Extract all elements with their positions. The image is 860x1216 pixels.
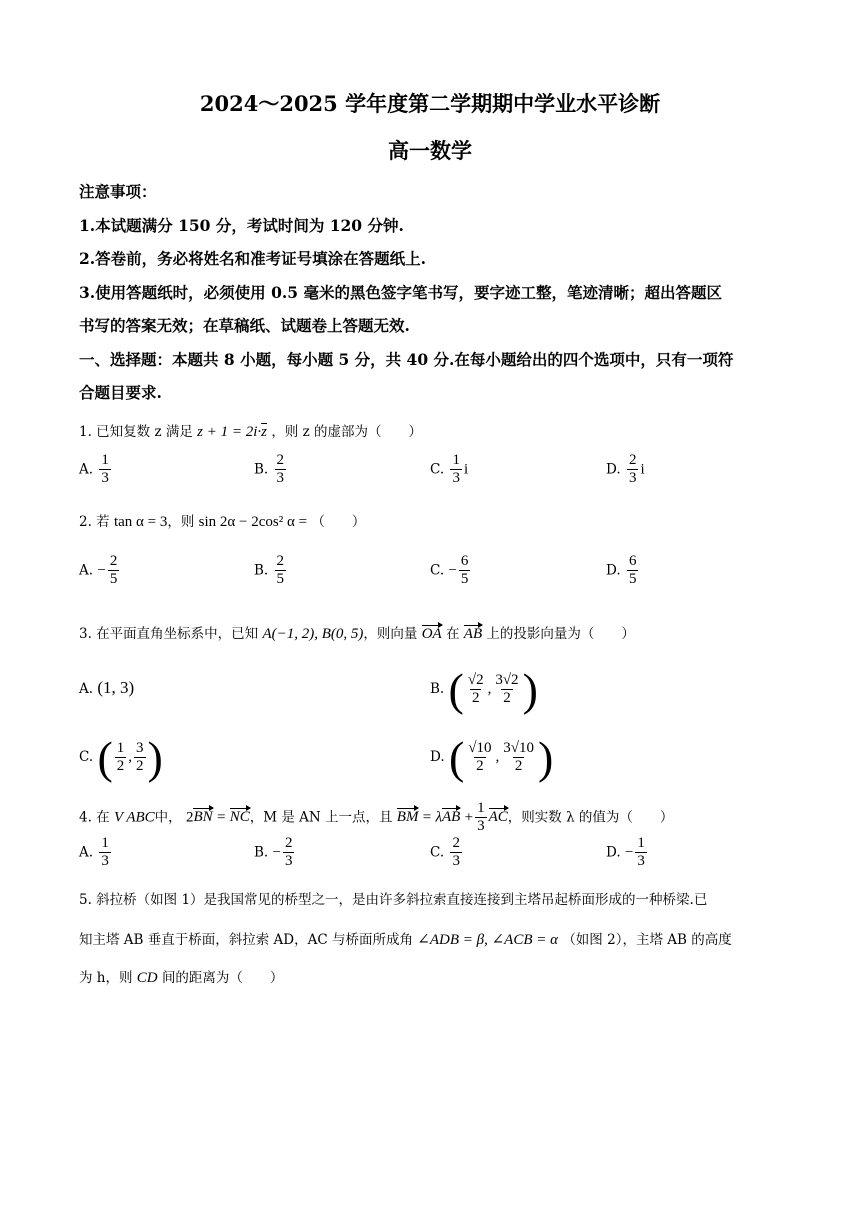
fraction: $\frac{√10}{2}$ [468,739,492,774]
fraction: $\frac{1}{3}$ [101,835,109,870]
q4-option-d[interactable]: D. − $\frac{1}{3}$ [606,835,645,870]
q4-option-b[interactable]: B. − $\frac{2}{3}$ [254,835,293,870]
fraction: $\frac{3√2}{2}$ [495,671,519,706]
fraction: $\frac{3√10}{2}$ [503,739,534,774]
question-5-line-1: 5. 斜拉桥（如图 1）是我国常见的桥型之一，是由许多斜拉索直接连接到主塔吊起桥面形成的一种桥梁.已 [79,892,708,908]
fraction: $\frac{1}{3}$ [101,452,109,487]
q1-option-d[interactable]: D. $\frac{2}{3}$ i [606,452,645,487]
fraction: $\frac{3}{2}$ [136,739,144,774]
q3-option-d[interactable]: D. ( $\frac{√10}{2}$ , $\frac{3√10}{2}$ ) [430,732,554,783]
question-4-stem: 4. 在 V ABC中， 2BN = NC，M 是 AN 上一点，且 BM = λAB + $\frac{1}{3}$ AC，则实数 λ 的值为（ ） [79,800,674,835]
exam-subtitle: 高一数学 [388,138,472,163]
question-2-stem: 2. 若 tan α = 3，则 sin 2α − 2cos² α = （ ） [79,514,366,530]
q1-option-a[interactable]: A. $\frac{1}{3}$ [79,452,109,487]
fraction: $\frac{2}{3}$ [628,452,637,487]
q1-option-c[interactable]: C. $\frac{1}{3}$ i [430,452,469,487]
question-1-stem: 1. 已知复数 z 满足 $z + 1 = 2i\cdot\overline{z}$ ，则 z 的虚部为（ ） [79,424,423,440]
fraction: $\frac{2}{3}$ [284,835,293,870]
fraction: $\frac{6}{5}$ [460,553,469,588]
section-heading-line2: 合题目要求. [79,383,162,402]
question-5-line-3: 为 h，则 CD 间的距离为（ ） [79,970,284,986]
fraction: $\frac{2}{3}$ [452,835,460,870]
q1-equation: $z + 1 = 2i\cdot\overline{z}$ [197,424,268,440]
q2-option-d[interactable]: D. $\frac{6}{5}$ [606,553,637,588]
fraction: $\frac{1}{3}$ [477,800,485,835]
notice-item-2: 2.答卷前，务必将姓名和准考证号填涂在答题纸上. [79,249,427,268]
q4-option-a[interactable]: A. $\frac{1}{3}$ [79,835,109,870]
fraction: $\frac{2}{5}$ [109,553,118,588]
q2-option-c[interactable]: C. − $\frac{6}{5}$ [430,553,469,588]
q2-option-b[interactable]: B. $\frac{2}{5}$ [254,553,285,588]
q1-option-b[interactable]: B. $\frac{2}{3}$ [254,452,285,487]
fraction: $\frac{1}{3}$ [452,452,460,487]
notice-item-3: 3.使用答题纸时，必须使用 0.5 毫米的黑色签字笔书写，要字迹工整，笔迹清晰；超出答题区 [79,283,722,302]
q3-option-a[interactable]: A. (1, 3) [79,678,135,697]
question-3-stem: 3. 在平面直角坐标系中，已知 A(−1, 2), B(0, 5)，则向量 OA 在 AB 上的投影向量为（ ） [79,626,635,642]
q3-option-b[interactable]: B. ( $\frac{√2}{2}$ , $\frac{3√2}{2}$ ) [430,664,538,715]
notice-item-4: 书写的答案无效；在草稿纸、试题卷上答题无效. [79,316,410,335]
notice-heading: 注意事项： [79,182,157,201]
q2-option-a[interactable]: A. − $\frac{2}{5}$ [79,553,118,588]
fraction: $\frac{√2}{2}$ [467,671,484,706]
q3-option-c[interactable]: C. ( $\frac{1}{2}$ , $\frac{3}{2}$ ) [79,732,163,783]
section-heading-line1: 一、选择题：本题共 8 小题，每小题 5 分，共 40 分.在每小题给出的四个选项中，只有一项符 [79,350,734,369]
fraction: $\frac{2}{5}$ [276,553,285,588]
fraction: $\frac{1}{3}$ [637,835,645,870]
notice-item-1: 1.本试题满分 150 分，考试时间为 120 分钟. [79,216,404,235]
fraction: $\frac{1}{2}$ [116,739,125,774]
fraction: $\frac{6}{5}$ [628,553,637,588]
exam-title: 2024～2025 学年度第二学期期中学业水平诊断 [199,91,661,116]
question-5-line-2: 知主塔 AB 垂直于桥面，斜拉索 AD，AC 与桥面所成角 ∠ADB = β, ∠ACB = α （如图 2），主塔 AB 的高度 [79,932,732,948]
vector-oa: OA [421,626,442,642]
vector-ab: AB [463,626,483,642]
q4-option-c[interactable]: C. $\frac{2}{3}$ [430,835,460,870]
fraction: $\frac{2}{3}$ [276,452,285,487]
